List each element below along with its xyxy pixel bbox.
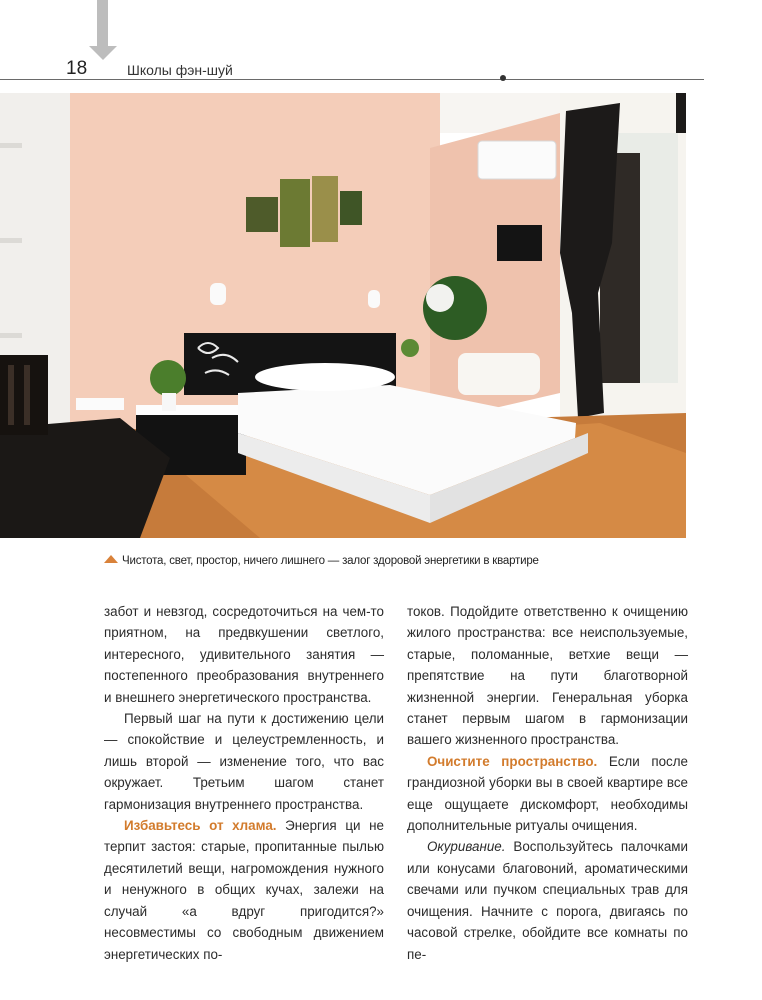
- paragraph: [407, 751, 688, 837]
- paragraph: токов. Подойдите ответственно к очищению жилого пространства: все неиспользуемые, старые, поломанные, ветхие вещи — препятствие на пути благотворной жизненной энергии. Генеральная уборка станет первым шагом в гармонизации вашего жизненного пространства.: [407, 604, 688, 748]
- header-arrow-icon: [89, 46, 117, 60]
- term-heading: Окуривание.: [427, 839, 506, 855]
- header-marker-bar: [97, 0, 108, 46]
- paragraph: [104, 815, 384, 965]
- text-column-left: [104, 601, 384, 965]
- paragraph: [407, 836, 688, 964]
- caption-triangle-icon: [104, 555, 118, 563]
- paragraph-text: Если после грандиозной уборки вы в своей квартире все еще ощущаете дискомфорт, необходимы дополнительные ритуалы очищения.: [407, 753, 688, 834]
- section-heading: Очистите пространство.: [427, 753, 598, 769]
- figure-caption: [104, 555, 539, 567]
- header-rule: [0, 79, 704, 80]
- header-rule-dot: [500, 75, 506, 81]
- section-heading: Избавьтесь от хлама.: [124, 818, 277, 834]
- text-column-right: [407, 601, 688, 965]
- paragraph-text: Воспользуйтесь палочками или конусами благовоний, ароматическими свечами или пучком специальных трав для очищения. Начните с порога, двигаясь по часовой стрелке, обойдите все комнаты по пе-: [407, 839, 688, 962]
- figure-caption-text: Чистота, свет, простор, ничего лишнего — залог здоровой энергетики в квартире: [122, 555, 539, 567]
- page-number: 18: [66, 58, 88, 79]
- paragraph-text: Энергия ци не терпит застоя: старые, пропитанные пылью десятилетий вещи, нагромождения нужного и ненужного в общих кучах, залежи на случай «а вдруг пригодится?» несовместимы со свободным движением энергетических по-: [104, 818, 384, 962]
- paragraph: забот и невзгод, сосредоточиться на чем-то приятном, на предвкушении светлого, интересного, удивительного занятия — постепенного преобразования внутреннего и внешнего энергетического пространства.: [104, 604, 384, 705]
- bedroom-photo: [0, 93, 686, 538]
- running-title: Школы фэн-шуй: [127, 62, 233, 78]
- paragraph: Первый шаг на пути к достижению цели — спокойствие и целеустремленность, и лишь второй — изменение того, что вас окружает. Третьим шагом станет гармонизация внутреннего пространства.: [104, 711, 384, 812]
